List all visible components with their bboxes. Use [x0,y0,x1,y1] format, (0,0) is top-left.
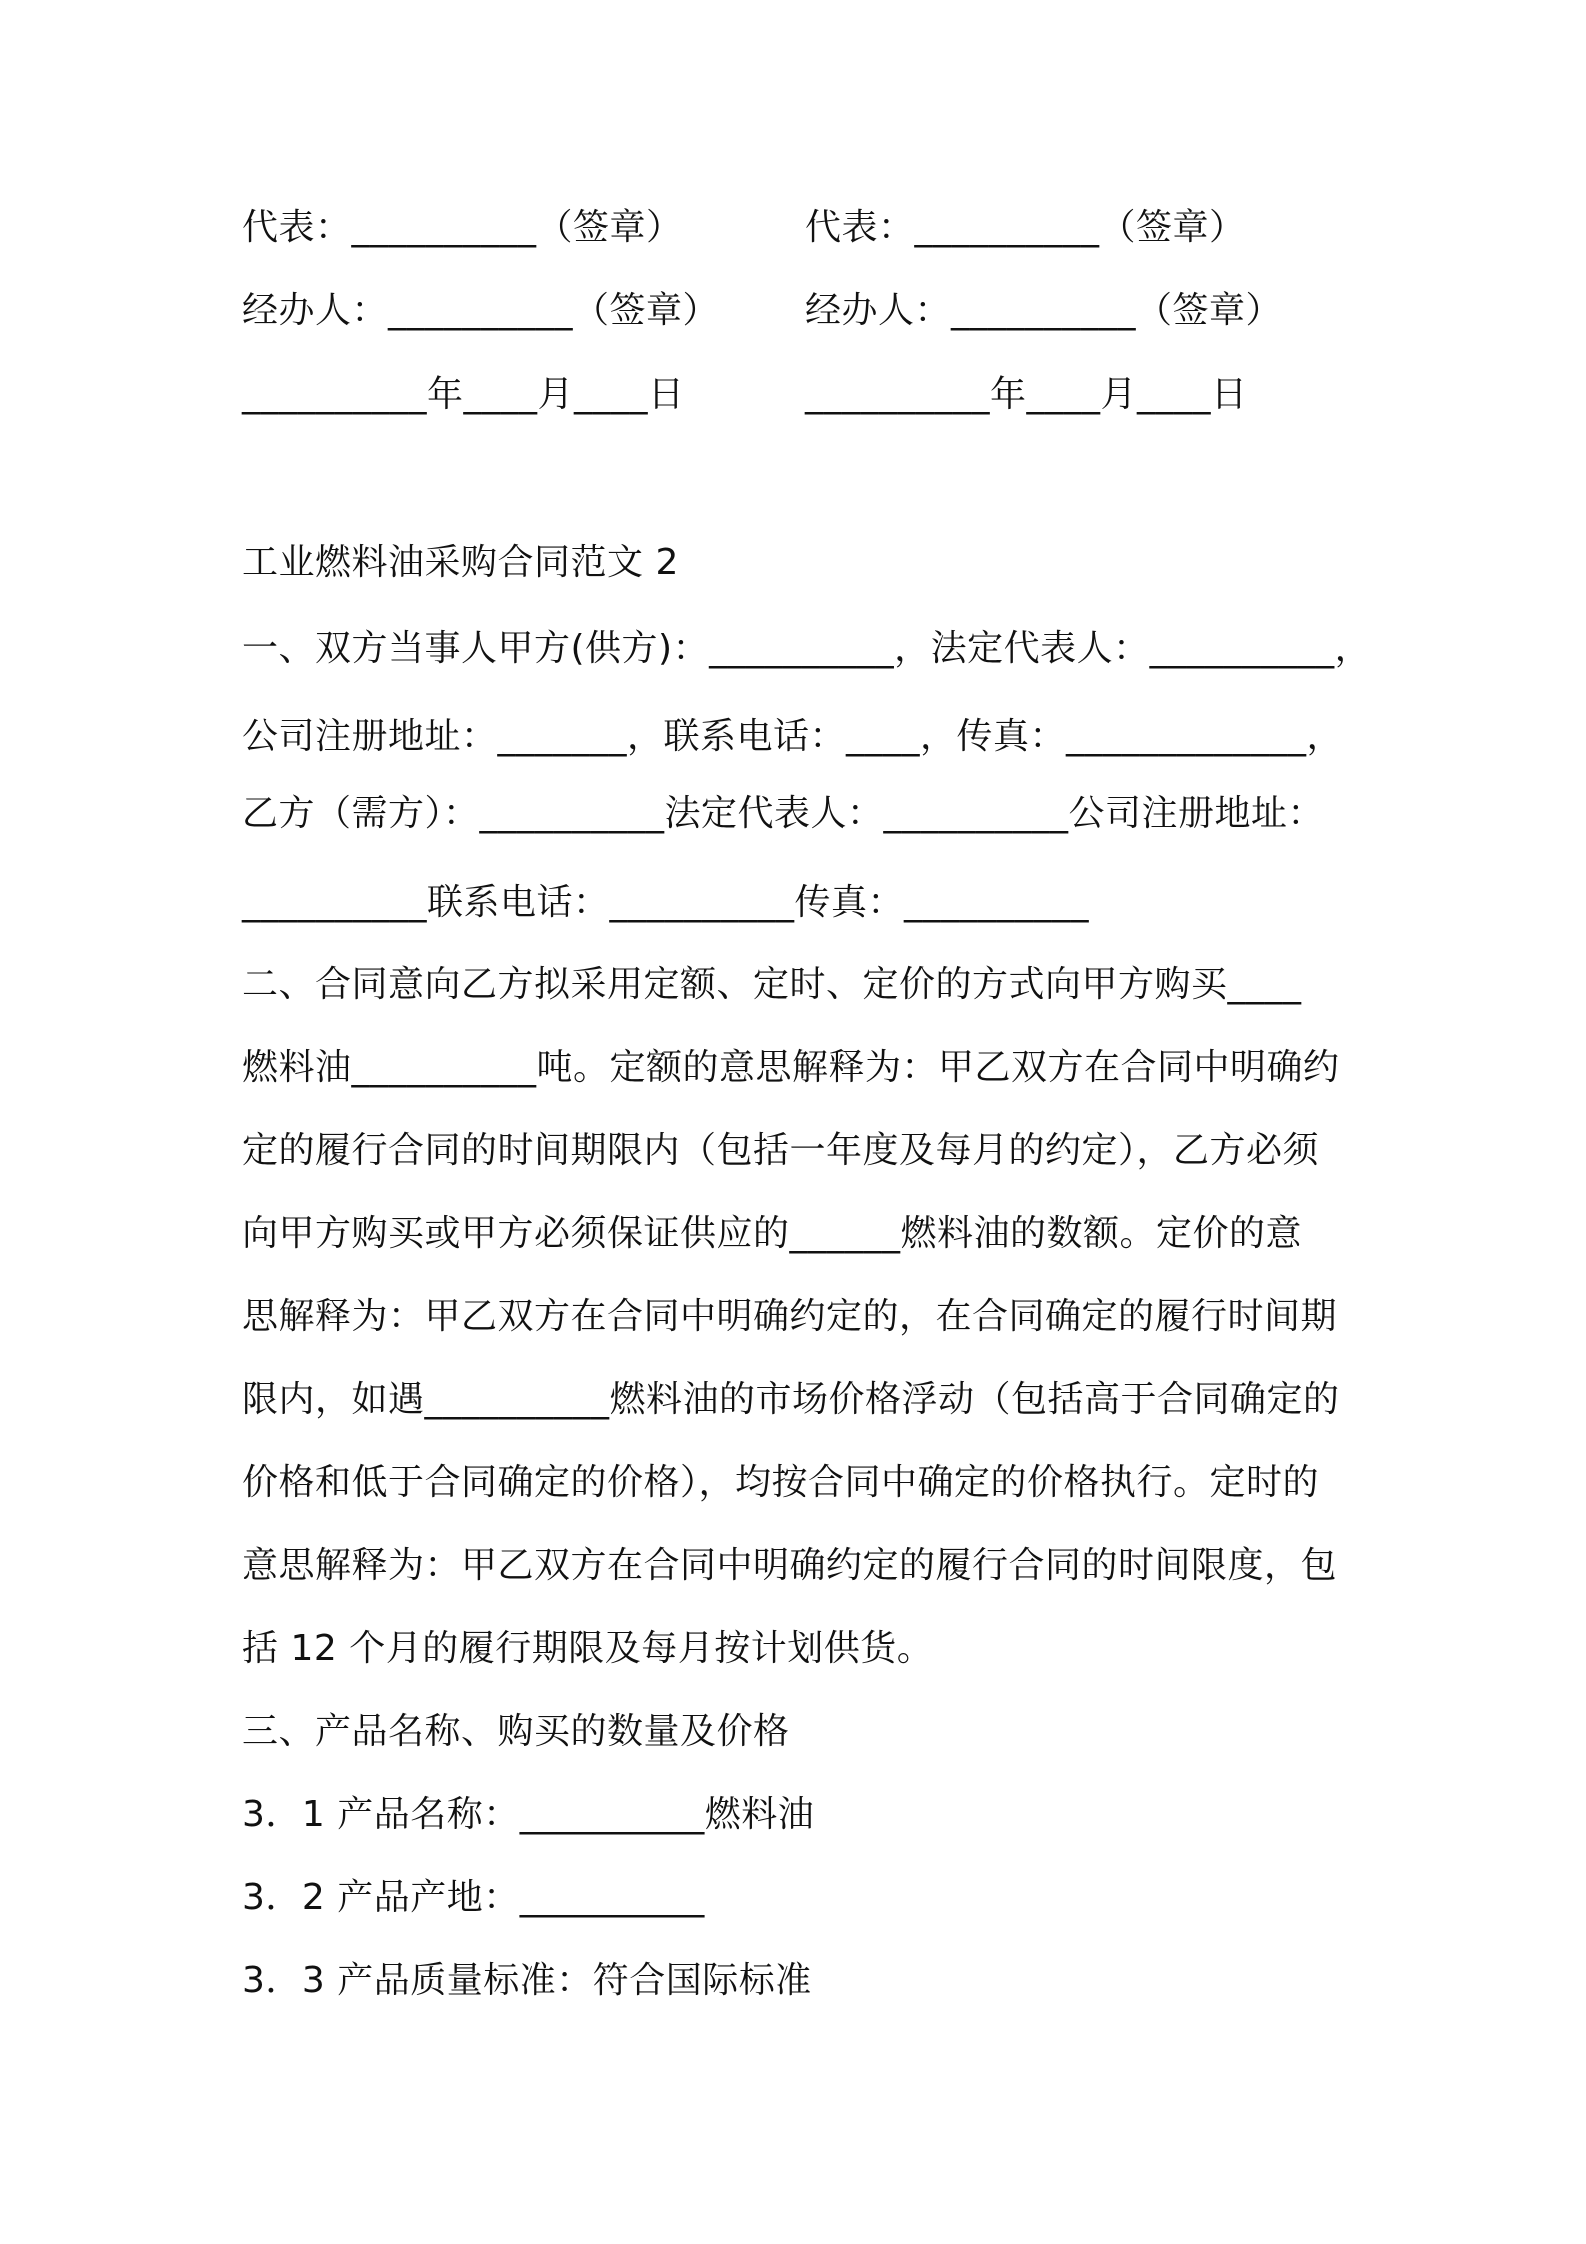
list-item: 3．3 产品质量标准：符合国际标准 [242,1960,812,2001]
body-line: 限内，如遇__________燃料油的市场价格浮动（包括高于合同确定的 [242,1379,1340,1420]
body-line: 定的履行合同的时间期限内（包括一年度及每月的约定），乙方必须 [242,1130,1320,1171]
body-line: 乙方（需方）：__________法定代表人：__________公司注册地址： [242,793,1325,834]
list-item: 3．2 产品产地：__________ [242,1877,705,1918]
body-line: 燃料油__________吨。定额的意思解释为：甲乙双方在合同中明确约 [242,1047,1340,1088]
left-representative-signature: 代表：__________（签章） [242,207,683,248]
list-item: 3．1 产品名称：__________燃料油 [242,1794,815,1835]
body-line: 二、合同意向乙方拟采用定额、定时、定价的方式向甲方购买____ [242,964,1302,1005]
document-title: 工业燃料油采购合同范文 2 [242,542,679,583]
body-line: 括 12 个月的履行期限及每月按计划供货。 [242,1628,934,1669]
left-handler-signature: 经办人：__________（签章） [242,290,720,331]
body-line: 意思解释为：甲乙双方在合同中明确约定的履行合同的时间限度，包 [242,1545,1338,1586]
body-line: 公司注册地址：_______，联系电话：____，传真：_____________， [242,716,1344,757]
body-line: 向甲方购买或甲方必须保证供应的______燃料油的数额。定价的意 [242,1213,1303,1254]
body-line: 价格和低于合同确定的价格），均按合同中确定的价格执行。定时的 [242,1462,1320,1503]
section-heading: 三、产品名称、购买的数量及价格 [242,1711,790,1752]
right-representative-signature: 代表：__________（签章） [805,207,1246,248]
left-date-line: __________年____月____日 [242,374,685,415]
body-line: 一、双方当事人甲方(供方)：__________，法定代表人：__________， [242,628,1372,669]
right-date-line: __________年____月____日 [805,374,1248,415]
body-line: 思解释为：甲乙双方在合同中明确约定的，在合同确定的履行时间期 [242,1296,1338,1337]
right-handler-signature: 经办人：__________（签章） [805,290,1283,331]
body-line: __________联系电话：__________传真：__________ [242,882,1090,923]
